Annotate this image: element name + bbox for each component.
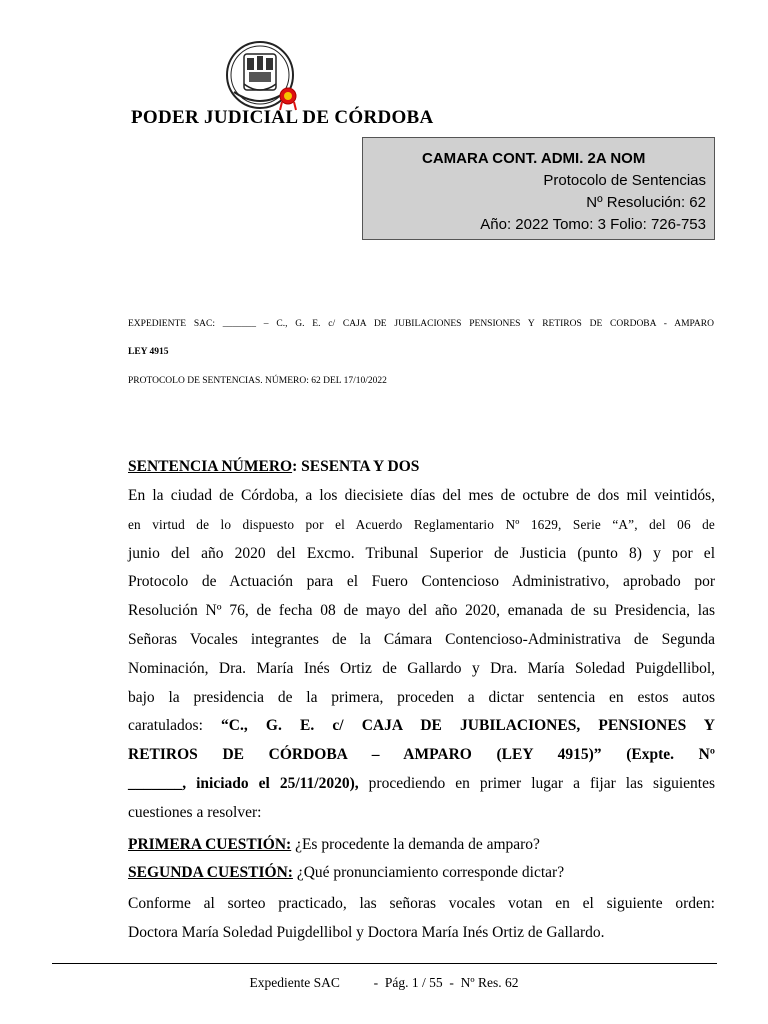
page-number: - Pág. 1 / 55 - [373,975,454,990]
body-line: Nominación, Dra. María Inés Ortiz de Gallardo y Dra. María Soledad Puigdellibol, [128,659,715,677]
resolution-box [362,137,715,240]
body-line: cuestiones a resolver: [128,803,262,821]
footer-resolution: Nº Res. 62 [460,975,519,990]
protocol-line: PROTOCOLO DE SENTENCIAS. NÚMERO: 62 DEL 17/10/2022 [128,376,387,386]
body-line: Doctora María Soledad Puigdellibol y Doctora María Inés Ortiz de Gallardo. [128,923,605,941]
year-tome-folio: Año: 2022 Tomo: 3 Folio: 726-753 [480,216,706,233]
body-line: _______, iniciado el 25/11/2020), procediendo en primer lugar a fijar las siguientes [128,774,715,792]
body-line: Resolución Nº 76, de fecha 08 de mayo del año 2020, emanada de su Presidencia, las [128,602,715,620]
footer-expediente: Expediente SAC [249,975,340,990]
body-line: en virtud de lo dispuesto por el Acuerdo Reglamentario Nº 1629, Serie “A”, del 06 de [128,516,715,532]
page-footer [0,975,768,991]
body-line: junio del año 2020 del Excmo. Tribunal Superior de Justicia (punto 8) y por el [128,544,715,562]
body-line: Conforme al sorteo practicado, las señoras vocales votan en el siguiente orden: [128,895,715,912]
cordoba-coat-of-arms-icon [222,40,302,112]
org-name: PODER JUDICIAL DE CÓRDOBA [131,107,434,128]
body-line: Protocolo de Actuación para el Fuero Contencioso Administrativo, aprobado por [128,573,715,591]
protocol-label: Protocolo de Sentencias [543,172,706,189]
sentence-body [128,482,715,828]
body-line: Señoras Vocales integrantes de la Cámara Contencioso-Administrativa de Segunda [128,630,715,648]
resolution-number: Nº Resolución: 62 [586,194,706,211]
expediente-line-2: LEY 4915 [128,347,169,357]
second-question: SEGUNDA CUESTIÓN: ¿Qué pronunciamiento corresponde dictar? [128,864,565,881]
body-line: En la ciudad de Córdoba, a los diecisiete días del mes de octubre de dos mil veintidós, [128,487,715,504]
body-line: caratulados: “C., G. E. c/ CAJA DE JUBILACIONES, PENSIONES Y [128,717,715,735]
body-line: bajo la presidencia de la primera, proceden a dictar sentencia en estos autos [128,688,715,706]
expediente-line: EXPEDIENTE SAC: _______ – C., G. E. c/ CAJA DE JUBILACIONES PENSIONES Y RETIROS DE CORDOBA - AMPARO [128,319,714,329]
closing-paragraph [128,890,715,948]
court-name: CAMARA CONT. ADMI. 2A NOM [422,150,646,167]
footer-divider [52,963,717,964]
sentence-title: SENTENCIA NÚMERO: SESENTA Y DOS [128,458,420,475]
body-line: RETIROS DE CÓRDOBA – AMPARO (LEY 4915)” (Expte. Nº [128,746,715,764]
first-question: PRIMERA CUESTIÓN: ¿Es procedente la demanda de amparo? [128,836,540,853]
